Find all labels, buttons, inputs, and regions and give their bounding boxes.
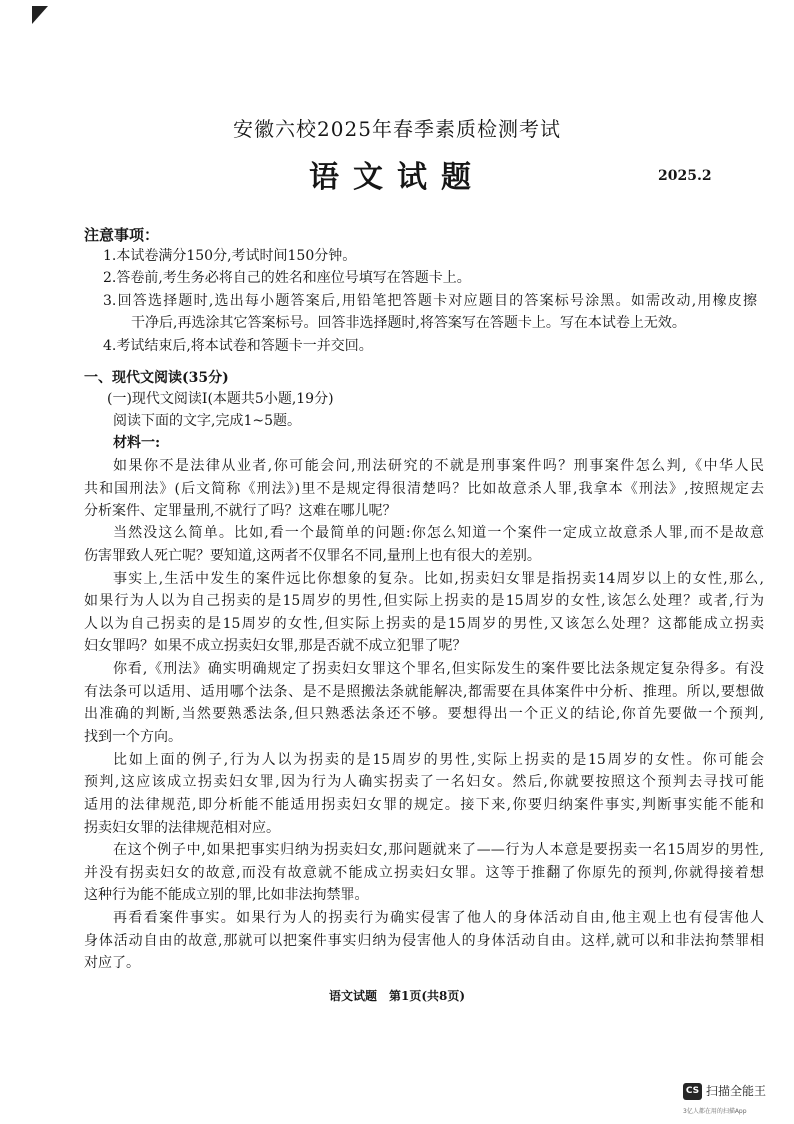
passage-line: 再看看案件事实。如果行为人的拐卖行为确实侵害了他人的身体活动自由,他主观上也有侵害他人 [113, 910, 764, 926]
passage-line: 你看,《刑法》确实明确规定了拐卖妇女罪这个罪名,但实际发生的案件要比法条规定复杂得多。有没 [113, 661, 764, 677]
passage-line: 事实上,生活中发生的案件远比你想象的复杂。比如,拐卖妇女罪是指拐卖14周岁以上的女性,那么, [113, 571, 764, 587]
scanner-tagline: 3亿人都在用的扫描App [683, 1108, 747, 1115]
passage-line: 这种行为能不能成立别的罪,比如非法拘禁罪。 [84, 887, 369, 903]
passage-line: 在这个例子中,如果把事实归纳为拐卖妇女,那问题就来了——行为人本意是要拐卖一名15周岁的男性, [113, 842, 764, 858]
notice-item: 4.考试结束后,将本试卷和答题卡一并交回。 [103, 338, 373, 354]
passage-line: 对应了。 [84, 955, 140, 971]
notice-item: 3.回答选择题时,选出每小题答案后,用铅笔把答题卡对应题目的答案标号涂黑。如需改动,用橡皮擦 [103, 293, 757, 309]
passage-line: 妇女罪吗？如果不成立拐卖妇女罪,那是否就不成立犯罪了呢？ [84, 638, 467, 654]
section-subheading: (一)现代文阅读Ⅰ(本题共5小题,19分) [107, 391, 334, 407]
passage-line: 比如上面的例子,行为人以为拐卖的是15周岁的男性,实际上拐卖的是15周岁的女性。你可能会 [113, 752, 764, 768]
material-heading: 材料一: [113, 435, 161, 451]
passage-line: 分析案件、定罪量刑,不就行了吗？这难在哪儿呢？ [84, 503, 397, 519]
passage-line: 出准确的判断,当然要熟悉法条,但只熟悉法条还不够。要想得出一个正义的结论,你首先要做一个预判, [84, 706, 764, 722]
passage-line: 有法条可以适用、适用哪个法条、是不是照搬法条就能解决,都需要在具体案件中分析、推理。所以,要想做 [84, 684, 764, 700]
scanner-logo-icon: CS [683, 1083, 702, 1100]
exam-date: 2025.2 [658, 168, 712, 184]
section-instruction: 阅读下面的文字,完成1~5题。 [113, 413, 301, 429]
scan-corner-mark [32, 6, 48, 24]
page-footer: 语文试题 第1页(共8页) [328, 989, 466, 1003]
passage-line: 找到一个方向。 [84, 729, 182, 745]
notice-item: 2.答卷前,考生务必将自己的姓名和座位号填写在答题卡上。 [103, 270, 471, 286]
passage-line: 如果你不是法律从业者,你可能会问,刑法研究的不就是刑事案件吗？刑事案件怎么判,《中华人民 [113, 458, 764, 474]
notice-item: 1.本试卷满分150分,考试时间150分钟。 [103, 248, 357, 264]
section-heading: 一、现代文阅读(35分) [84, 370, 229, 386]
passage-line: 并没有拐卖妇女的故意,而没有故意就不能成立拐卖妇女罪。这等于推翻了你原先的预判,你就得接着想 [84, 865, 764, 881]
notice-item: 干净后,再选涂其它答案标号。回答非选择题时,将答案写在答题卡上。写在本试卷上无效。 [131, 315, 686, 331]
passage-line: 伤害罪致人死亡呢？要知道,这两者不仅罪名不同,量刑上也有很大的差别。 [84, 548, 541, 564]
passage-line: 拐卖妇女罪的法律规范相对应。 [84, 820, 280, 836]
passage-line: 身体活动自由的故意,那就可以把案件事实归纳为侵害他人的身体活动自由。这样,就可以和非法拘禁罪相 [84, 933, 764, 949]
subject-title: 语文试题 [309, 160, 485, 195]
exam-title: 安徽六校2025年春季素质检测考试 [233, 117, 561, 141]
passage-line: 当然没这么简单。比如,看一个最简单的问题:你怎么知道一个案件一定成立故意杀人罪,而不是故意 [113, 525, 764, 541]
passage-line: 共和国刑法》(后文简称《刑法》)里不是规定得很清楚吗？比如故意杀人罪,我拿本《刑法》,按照规定去 [84, 481, 764, 497]
passage-line: 如果行为人以为自己拐卖的是15周岁的男性,但实际上拐卖的是15周岁的女性,该怎么处理？或者,行为 [84, 593, 764, 609]
passage-line: 人以为自己拐卖的是15周岁的女性,但实际上拐卖的是15周岁的男性,又该怎么处理？这都能成立拐卖 [84, 616, 764, 632]
scanner-app-name: 扫描全能王 [706, 1084, 767, 1098]
passage-line: 预判,这应该成立拐卖妇女罪,因为行为人确实拐卖了一名妇女。然后,你就要按照这个预判去寻找可能 [84, 774, 764, 790]
passage-line: 适用的法律规范,即分析能不能适用拐卖妇女罪的规定。接下来,你要归纳案件事实,判断事实能不能和 [84, 797, 764, 813]
notice-heading: 注意事项： [84, 226, 160, 244]
